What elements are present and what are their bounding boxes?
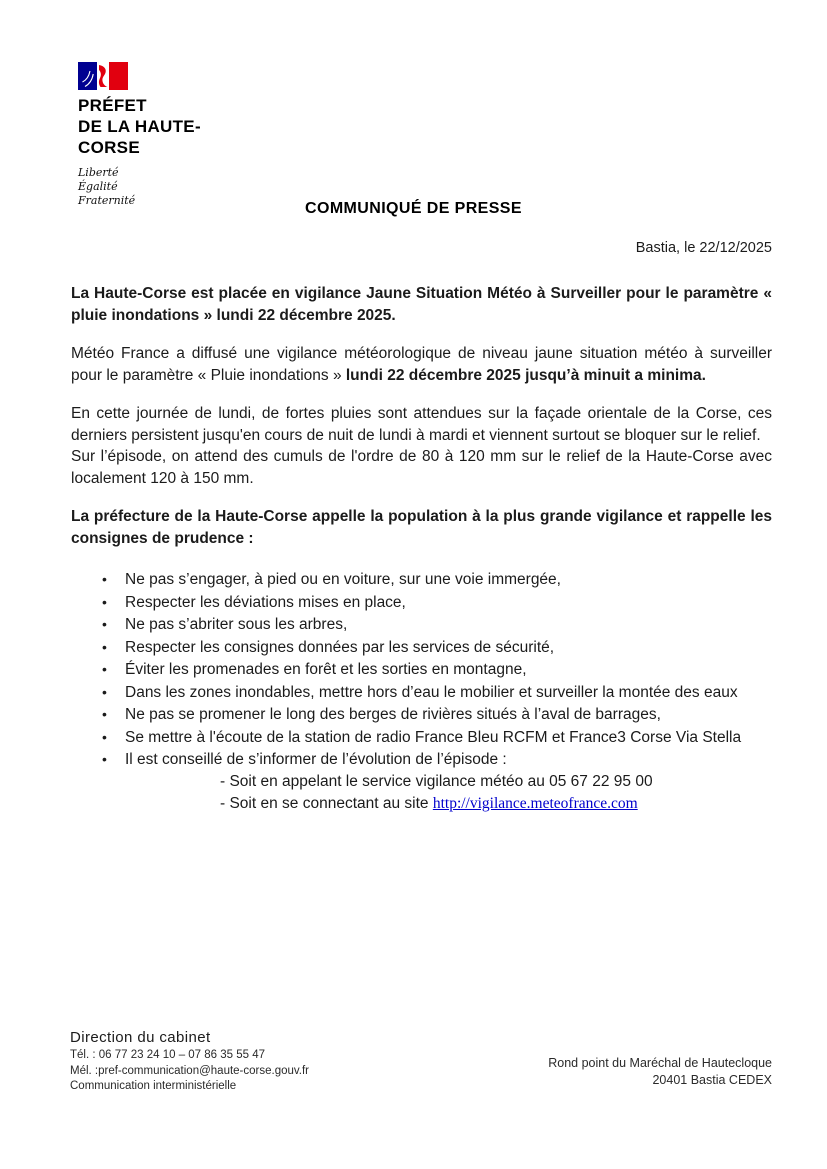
institution-line: PRÉFET	[78, 96, 147, 115]
footer-address-line1: Rond point du Maréchal de Hautecloque	[548, 1056, 772, 1070]
sub-item-website-prefix: - Soit en se connectant au site	[220, 795, 433, 812]
footer-contact-block	[70, 1028, 309, 1095]
list-item: • Respecter les consignes données par les services de sécurité,	[116, 637, 772, 659]
list-item: • Ne pas se promener le long des berges de rivières situés à l’aval de barrages,	[116, 704, 772, 726]
paragraph-forecast	[71, 403, 772, 489]
motto-line: Fraternité	[78, 194, 136, 207]
sub-item-phone: - Soit en appelant le service vigilance météo au 05 67 22 95 00	[220, 772, 653, 790]
marianne-flag-icon	[78, 62, 128, 90]
footer-address-block	[548, 1055, 772, 1089]
paragraph-meteo-france-bold: lundi 22 décembre 2025 jusqu’à minuit a minima.	[345, 366, 706, 384]
list-item: • Dans les zones inondables, mettre hors d’eau le mobilier et surveiller la montée des eaux	[116, 682, 772, 704]
safety-instructions-list	[71, 569, 772, 815]
footer-phone: Tél. : 06 77 23 24 10 – 07 86 35 55 47	[70, 1049, 266, 1061]
forecast-sentence-1: En cette journée de lundi, de fortes pluies sont attendues sur la façade orientale de la Corse, ces derniers persistent jusqu'en cours de nuit de lundi à mardi et viennent surtout se bloquer sur le relief.	[71, 405, 772, 444]
paragraph-prefecture-call: La préfecture de la Haute-Corse appelle la population à la plus grande vigilance et rappelle les consignes de prudence :	[71, 508, 772, 547]
motto-line: Égalité	[78, 180, 118, 193]
list-item: • Se mettre à l'écoute de la station de radio France Bleu RCFM et France3 Corse Via Stella	[116, 727, 772, 749]
footer-email: Mél. :pref-communication@haute-corse.gouv.fr	[70, 1064, 310, 1077]
list-item-text: Il est conseillé de s’informer de l’évolution de l’épisode :	[125, 751, 507, 768]
footer-address-line2: 20401 Bastia CEDEX	[652, 1073, 772, 1087]
paragraph-meteo-france	[71, 343, 772, 386]
paragraph-vigilance-announcement: La Haute-Corse est placée en vigilance Jaune Situation Météo à Surveiller pour le paramètre « pluie inondations » lundi 22 décembre 2025.	[71, 285, 772, 324]
footer-direction-title: Direction du cabinet	[70, 1029, 211, 1046]
list-item: • Ne pas s’abriter sous les arbres,	[116, 614, 772, 636]
paragraph-meteo-france-normal: Météo France a diffusé une vigilance météorologique de niveau jaune situation météo à surveiller pour le paramètre « Pluie inondations »	[71, 345, 772, 384]
document-body	[71, 283, 772, 816]
sub-item-website	[220, 793, 772, 815]
list-item	[116, 749, 772, 815]
institution-line: DE LA HAUTE-	[78, 117, 201, 136]
forecast-sentence-2: Sur l’épisode, on attend des cumuls de l'ordre de 80 à 120 mm sur le relief de la Haute-Corse avec localement 120 à 150 mm.	[71, 448, 772, 487]
institution-line: CORSE	[78, 138, 140, 157]
dateline: Bastia, le 22/12/2025	[635, 240, 772, 256]
prefecture-logo	[78, 62, 201, 208]
list-item: • Éviter les promenades en forêt et les sorties en montagne,	[116, 659, 772, 681]
vigilance-meteofrance-link[interactable]: http://vigilance.meteofrance.com	[432, 795, 638, 812]
list-item: • Respecter les déviations mises en place,	[116, 592, 772, 614]
motto-line: Liberté	[78, 166, 119, 179]
institution-name	[78, 95, 201, 158]
document-title: COMMUNIQUÉ DE PRESSE	[305, 200, 522, 217]
list-item: • Ne pas s’engager, à pied ou en voiture, sur une voie immergée,	[116, 569, 772, 591]
footer-service: Communication interministérielle	[70, 1080, 237, 1092]
